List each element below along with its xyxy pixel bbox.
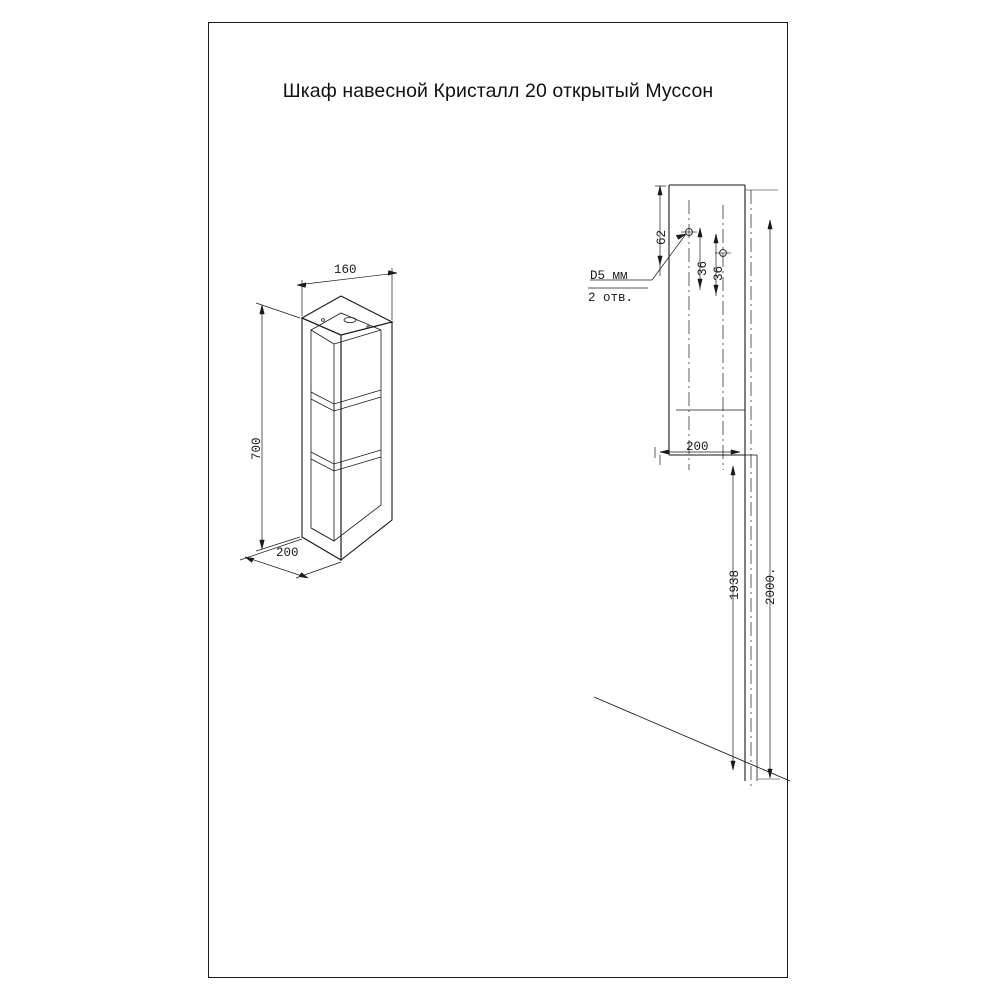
dimension-label-offset-62: 62 <box>655 229 669 245</box>
hole-count-note: 2 отв. <box>588 291 634 305</box>
mounting-holes <box>681 229 731 257</box>
dimension-label-2000: 2000. <box>764 567 778 605</box>
dimension-label-panel-200: 200 <box>686 440 709 454</box>
dimension-label-width-160: 160 <box>334 263 357 277</box>
dimension-2000 <box>745 190 780 779</box>
dimension-label-hole-spacing-2: 36 <box>712 265 726 281</box>
hole-diameter-note: D5 мм <box>590 269 628 283</box>
cabinet-isometric-body <box>302 296 392 560</box>
dimension-label-1938: 1938 <box>728 569 742 600</box>
dimension-label-height-700: 700 <box>250 437 264 460</box>
dimension-label-hole-spacing-1: 36 <box>696 260 710 276</box>
dimension-label-depth-200: 200 <box>276 546 299 560</box>
page-title: Шкаф навесной Кристалл 20 открытый Муссон <box>282 80 714 102</box>
dimension-1938 <box>731 466 735 770</box>
dimension-36-a <box>698 228 702 290</box>
dimension-height-700 <box>256 303 300 551</box>
